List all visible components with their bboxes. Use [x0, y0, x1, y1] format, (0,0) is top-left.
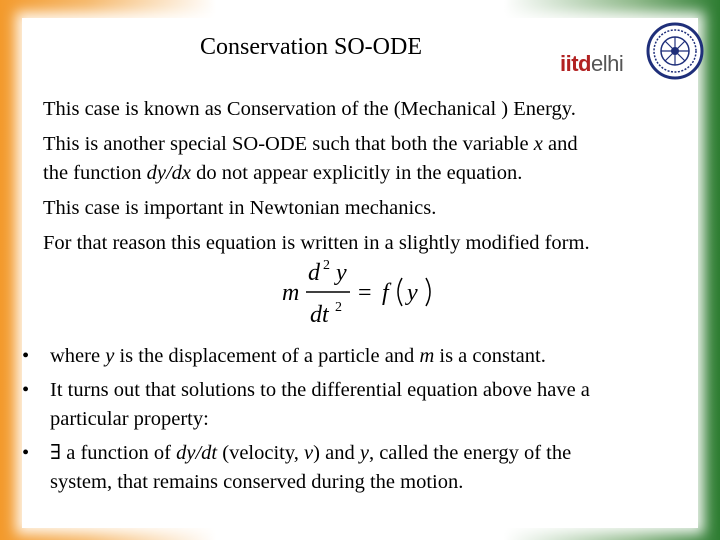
b3-text-a: ∃ a function of: [50, 442, 177, 464]
eq-rhs-f: f: [382, 280, 389, 306]
b2-line-1: It turns out that solutions to the differential equation above have a: [50, 379, 590, 401]
eq-denominator: dt: [310, 302, 329, 328]
eq-denominator-exponent: 2: [335, 300, 342, 315]
bullet-1: [22, 344, 546, 368]
bullet-marker: •: [22, 345, 30, 367]
b2-line-2: particular property:: [50, 408, 209, 430]
bullet-marker: •: [22, 379, 30, 401]
eq-numerator-exponent: 2: [323, 258, 330, 273]
b1-text-b: is the displacement of a particle and: [114, 345, 420, 367]
p3-text-b: do not appear explicitly in the equation.: [191, 162, 523, 184]
eq-right-paren: [426, 278, 430, 306]
bullet-marker: •: [22, 442, 30, 464]
b1-m: m: [419, 345, 435, 367]
paragraph-3: [43, 161, 522, 185]
p3-text-a: the function: [43, 162, 147, 184]
p2-variable: x: [533, 133, 543, 155]
b3-text-d: , called the energy of the: [368, 442, 572, 464]
eq-left-paren: [398, 278, 402, 306]
iit-emblem-icon: [646, 22, 704, 80]
b3-line-2: system, that remains conserved during the motion.: [50, 471, 464, 493]
eq-m: m: [282, 280, 300, 306]
bullet-3: [22, 441, 571, 465]
paragraph-1: This case is known as Conservation of the (Mechanical ) Energy.: [43, 98, 576, 120]
paragraph-2: [43, 132, 578, 156]
p2-text-a: This is another special SO-ODE such that both the variable: [43, 133, 534, 155]
b3-text-b: (velocity,: [217, 442, 305, 464]
equation: [278, 258, 448, 328]
b3-function: dy/dt: [176, 442, 218, 464]
paragraph-5: For that reason this equation is written in a slightly modified form.: [43, 232, 590, 254]
eq-numerator-d: d: [308, 260, 320, 286]
eq-equals: =: [358, 280, 372, 306]
logo-iitd-part: iitd: [560, 51, 591, 76]
bullet-2: [22, 378, 590, 402]
slide-title: Conservation SO-ODE: [200, 34, 422, 60]
b3-text-c: ) and: [313, 442, 360, 464]
iitd-logo-text: [560, 51, 623, 77]
b1-y: y: [105, 345, 115, 367]
paragraph-4: This case is important in Newtonian mechanics.: [43, 197, 437, 219]
p2-text-b: and: [542, 133, 578, 155]
eq-rhs-arg: y: [407, 280, 418, 306]
b1-text-a: where: [50, 345, 106, 367]
p3-function: dy/dx: [146, 162, 192, 184]
b3-v: v: [304, 442, 314, 464]
b1-text-c: is a constant.: [434, 345, 546, 367]
logo-delhi-part: elhi: [591, 51, 624, 76]
eq-numerator-y: y: [336, 260, 347, 286]
b3-y: y: [359, 442, 369, 464]
